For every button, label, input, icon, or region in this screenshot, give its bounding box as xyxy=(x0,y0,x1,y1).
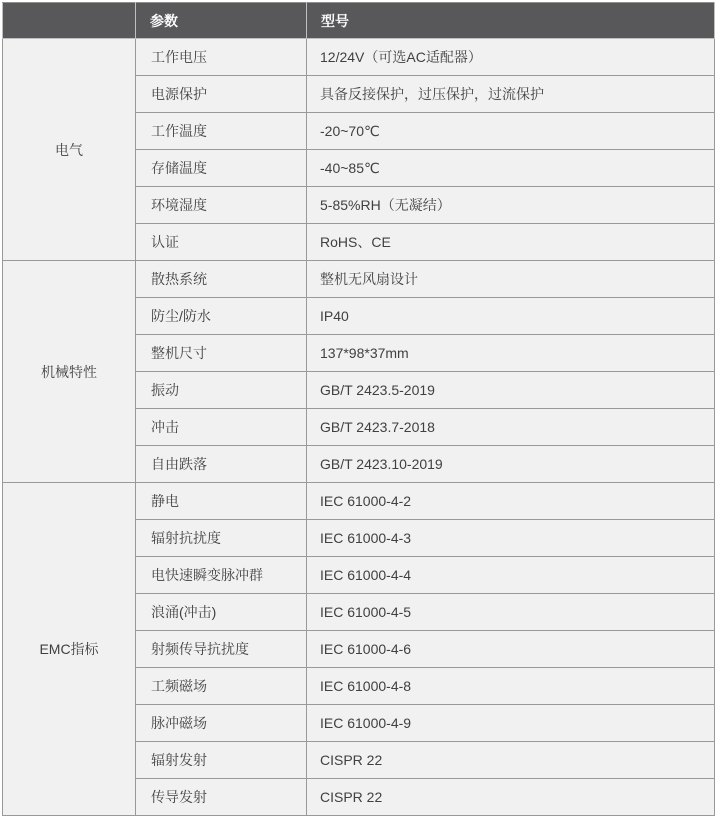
param-cell: 冲击 xyxy=(136,409,307,446)
param-cell: 环境湿度 xyxy=(136,187,307,224)
value-cell: GB/T 2423.7-2018 xyxy=(307,409,715,446)
value-cell: 12/24V（可选AC适配器） xyxy=(307,39,715,76)
value-cell: 具备反接保护，过压保护，过流保护 xyxy=(307,76,715,113)
param-cell: 静电 xyxy=(136,483,307,520)
header-row xyxy=(3,3,715,39)
param-cell: 认证 xyxy=(136,224,307,261)
category-cell-mechanical: 机械特性 xyxy=(3,261,136,483)
value-cell: GB/T 2423.5-2019 xyxy=(307,372,715,409)
param-cell: 工频磁场 xyxy=(136,668,307,705)
param-cell: 存储温度 xyxy=(136,150,307,187)
table-row xyxy=(3,39,715,76)
value-cell: CISPR 22 xyxy=(307,742,715,779)
value-cell: IEC 61000-4-3 xyxy=(307,520,715,557)
value-cell: 整机无风扇设计 xyxy=(307,261,715,298)
param-cell: 射频传导抗扰度 xyxy=(136,631,307,668)
value-cell: 5-85%RH（无凝结） xyxy=(307,187,715,224)
value-cell: RoHS、CE xyxy=(307,224,715,261)
param-cell: 自由跌落 xyxy=(136,446,307,483)
param-cell: 辐射发射 xyxy=(136,742,307,779)
value-cell: IEC 61000-4-8 xyxy=(307,668,715,705)
param-cell: 工作电压 xyxy=(136,39,307,76)
param-cell: 脉冲磁场 xyxy=(136,705,307,742)
param-cell: 传导发射 xyxy=(136,779,307,816)
value-cell: IEC 61000-4-2 xyxy=(307,483,715,520)
param-cell: 散热系统 xyxy=(136,261,307,298)
value-cell: 137*98*37mm xyxy=(307,335,715,372)
value-cell: -40~85℃ xyxy=(307,150,715,187)
param-cell: 电快速瞬变脉冲群 xyxy=(136,557,307,594)
param-cell: 电源保护 xyxy=(136,76,307,113)
value-cell: IEC 61000-4-9 xyxy=(307,705,715,742)
value-cell: GB/T 2423.10-2019 xyxy=(307,446,715,483)
param-cell: 工作温度 xyxy=(136,113,307,150)
param-cell: 整机尺寸 xyxy=(136,335,307,372)
category-cell-electrical: 电气 xyxy=(3,39,136,261)
value-cell: IEC 61000-4-6 xyxy=(307,631,715,668)
value-cell: -20~70℃ xyxy=(307,113,715,150)
header-category-cell xyxy=(3,3,136,39)
param-cell: 辐射抗扰度 xyxy=(136,520,307,557)
value-cell: IEC 61000-4-4 xyxy=(307,557,715,594)
header-value-cell: 型号 xyxy=(307,3,715,39)
spec-table xyxy=(2,2,715,816)
header-param-cell: 参数 xyxy=(136,3,307,39)
table-row xyxy=(3,261,715,298)
param-cell: 浪涌(冲击) xyxy=(136,594,307,631)
category-cell-emc: EMC指标 xyxy=(3,483,136,816)
value-cell: CISPR 22 xyxy=(307,779,715,816)
param-cell: 防尘/防水 xyxy=(136,298,307,335)
param-cell: 振动 xyxy=(136,372,307,409)
table-row xyxy=(3,483,715,520)
value-cell: IP40 xyxy=(307,298,715,335)
value-cell: IEC 61000-4-5 xyxy=(307,594,715,631)
